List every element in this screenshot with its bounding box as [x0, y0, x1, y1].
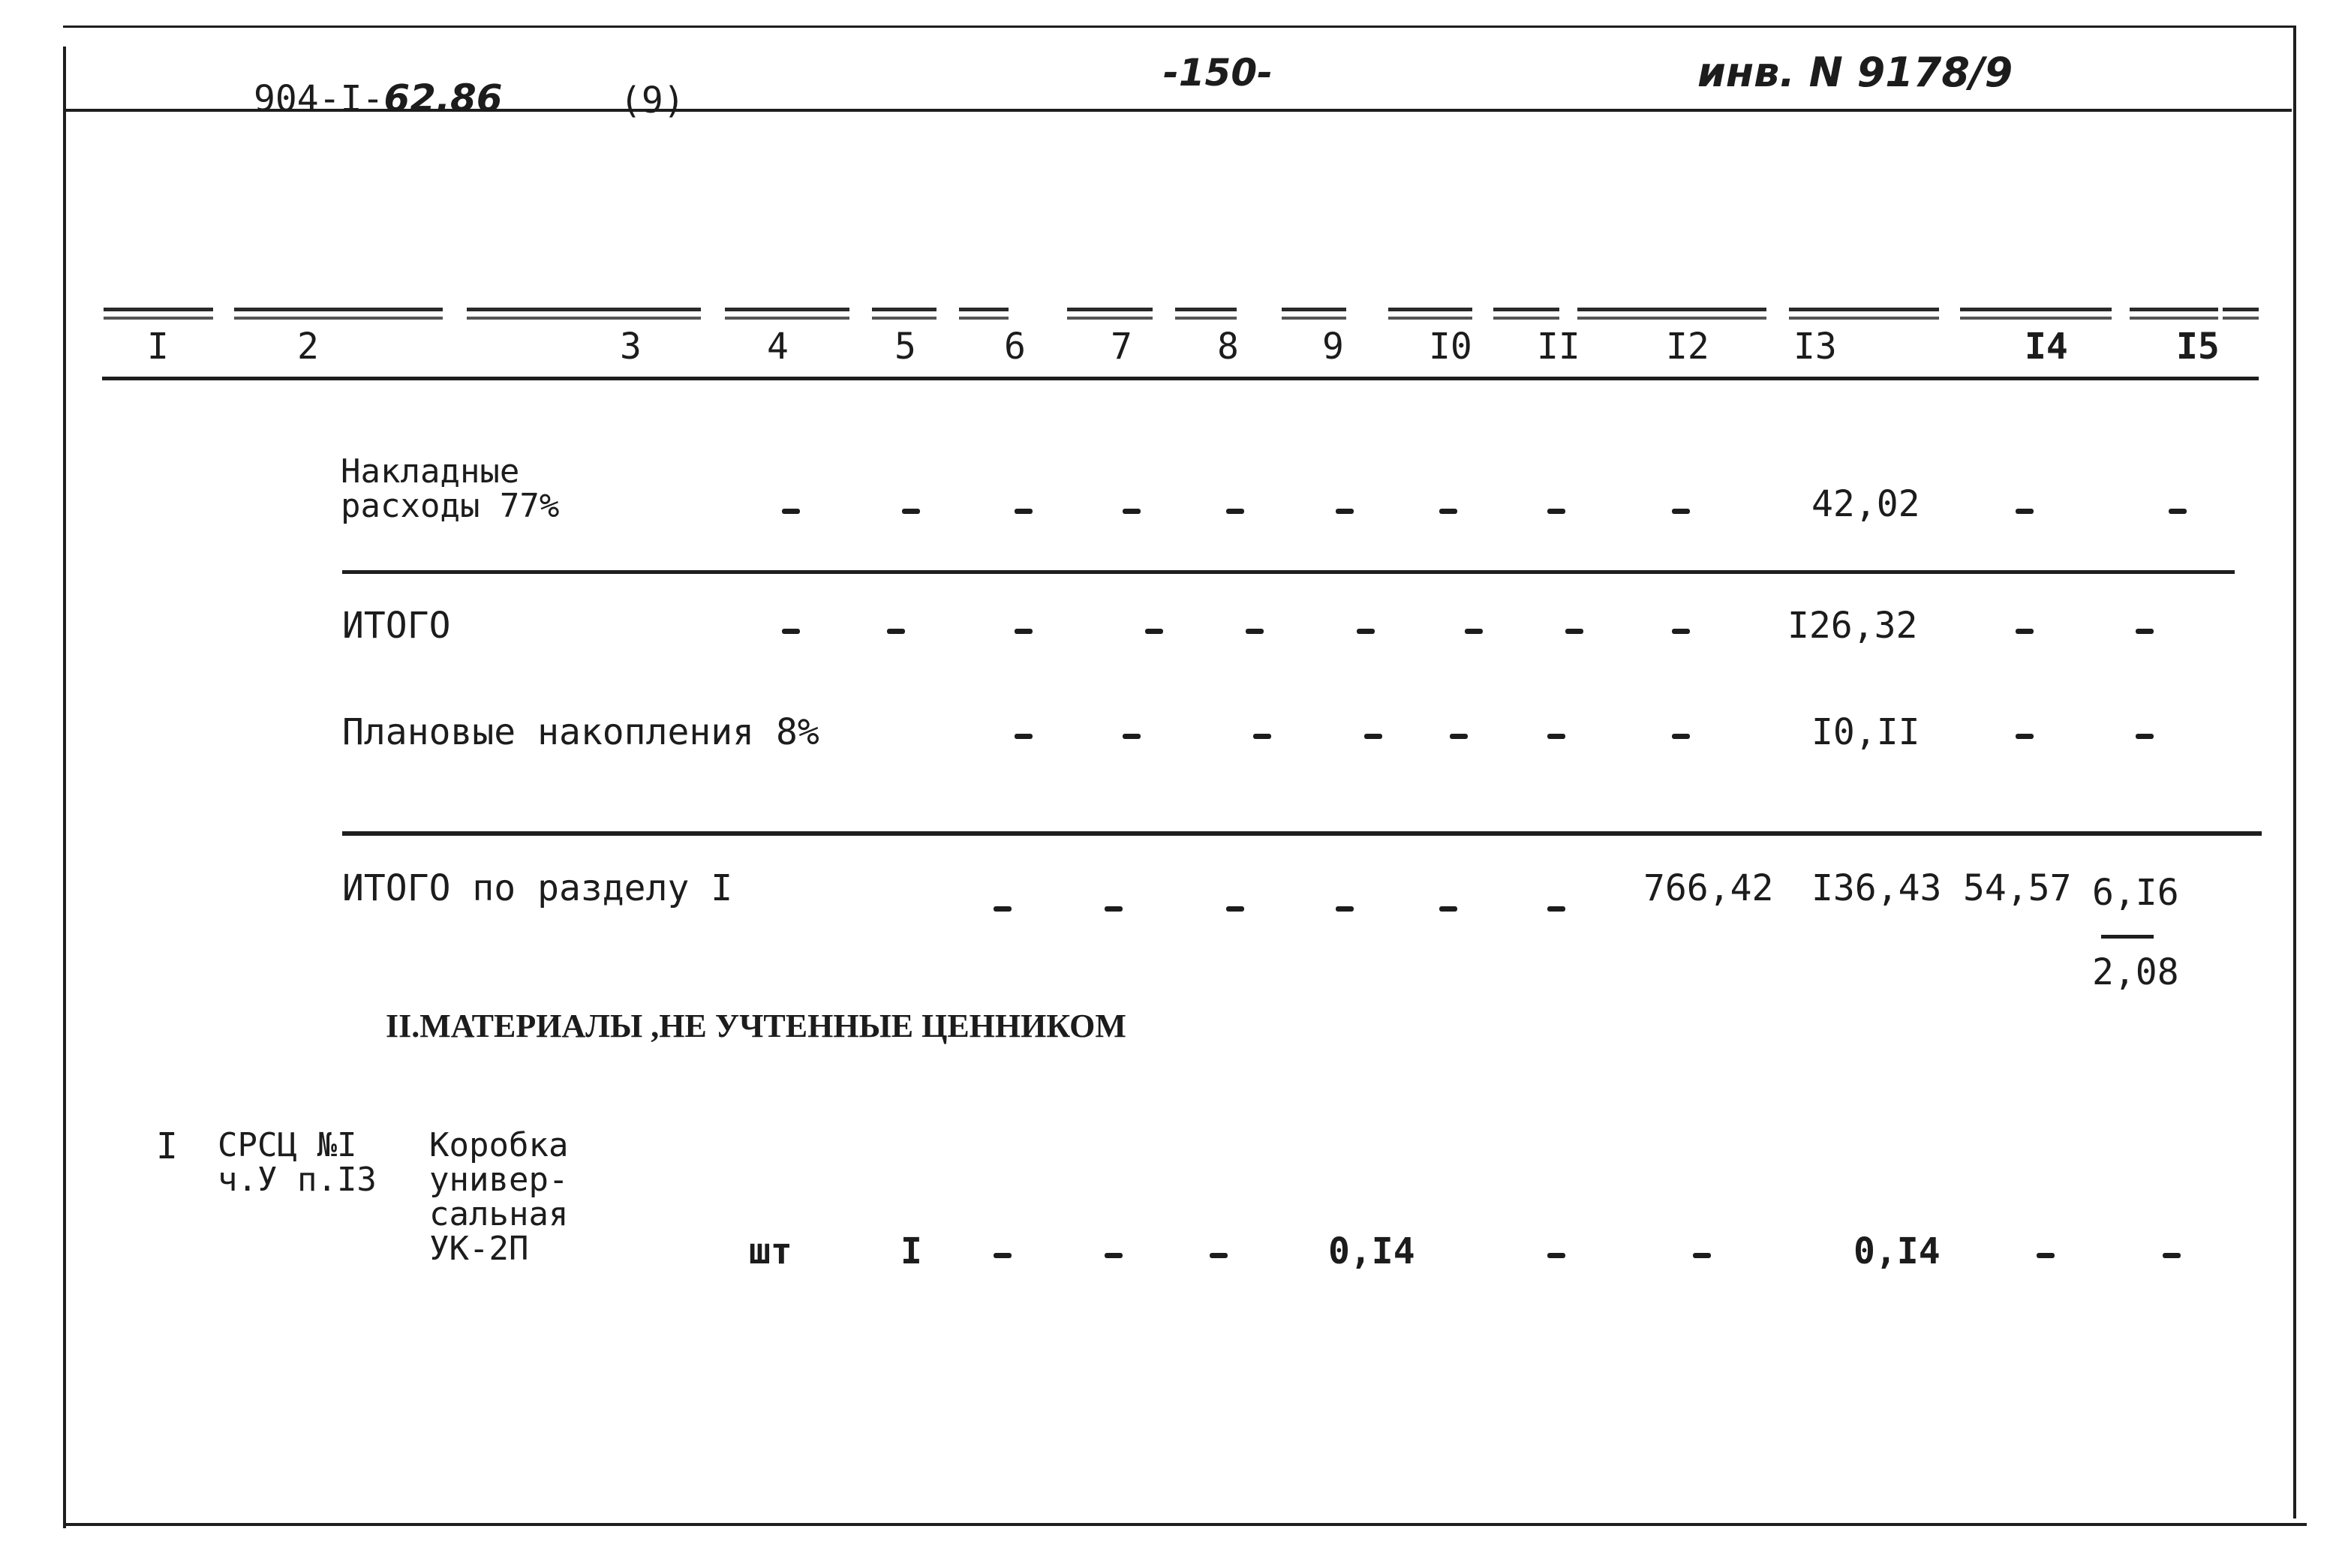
header-rule-segment: [1388, 317, 1472, 320]
col-header-11: II: [1537, 326, 1580, 368]
header-rule-segment: [725, 317, 849, 320]
doc-number-prefix: 904-I-: [254, 78, 384, 120]
header-rule-segment: [1577, 308, 1766, 311]
col-header-14: I4: [2025, 326, 2068, 368]
item1-qty: I: [900, 1230, 922, 1272]
empty-cell-dash: [1015, 734, 1033, 739]
header-rule-segment: [1282, 317, 1346, 320]
empty-cell-dash: [2136, 629, 2154, 634]
item1-unit: шт: [749, 1230, 792, 1272]
rule-before-section-total: [342, 831, 2262, 836]
doc-number: [254, 77, 503, 120]
col-header-10: I0: [1429, 326, 1472, 368]
empty-cell-dash: [1253, 734, 1271, 739]
empty-cell-dash: [1226, 509, 1244, 514]
fraction-bar: [2101, 935, 2154, 939]
inventory-number: инв. N 9178/9: [1697, 49, 2013, 96]
col-header-6: 6: [1004, 326, 1026, 368]
frame-right: [2293, 26, 2296, 1518]
empty-cell-dash: [1672, 734, 1690, 739]
row-total-col13: I26,32: [1787, 605, 1918, 647]
empty-cell-dash: [2163, 1253, 2181, 1258]
row-section-total-col13: I36,43: [1811, 867, 1942, 909]
empty-cell-dash: [1123, 734, 1141, 739]
empty-cell-dash: [1246, 629, 1264, 634]
item1-source: СРСЦ №I ч.У п.I3: [218, 1126, 377, 1199]
row-overhead-label: [341, 452, 560, 525]
col-header-15: I5: [2176, 326, 2220, 368]
header-rule-segment: [2223, 317, 2259, 320]
row-overhead-col13: 42,02: [1811, 483, 1920, 525]
empty-cell-dash: [2016, 734, 2034, 739]
header-rule-segment: [2130, 308, 2218, 311]
frame-left: [63, 47, 66, 1528]
col-header-13: I3: [1793, 326, 1837, 368]
row-section-total-col12: 766,42: [1643, 867, 1774, 909]
header-rule-segment: [872, 317, 936, 320]
col-header-9: 9: [1322, 326, 1344, 368]
overhead-label-line1: Накладные: [341, 452, 520, 491]
empty-cell-dash: [1336, 509, 1354, 514]
header-rule-segment: [1789, 308, 1939, 311]
col-header-3: 3: [620, 326, 642, 368]
page-number: -150-: [1163, 51, 1273, 95]
header-rule-segment: [104, 317, 213, 320]
row-total-label: ИТОГО: [342, 605, 451, 647]
header-rule-segment: [1789, 317, 1939, 320]
col-header-7: 7: [1111, 326, 1132, 368]
empty-cell-dash: [902, 509, 920, 514]
section2-title: II.МАТЕРИАЛЫ ,НЕ УЧТЕННЫЕ ЦЕННИКОМ: [386, 1008, 1126, 1044]
col-header-12: I2: [1666, 326, 1709, 368]
empty-cell-dash: [1145, 629, 1163, 634]
empty-cell-dash: [1465, 629, 1483, 634]
header-rule-segment: [1960, 317, 2112, 320]
empty-cell-dash: [1693, 1253, 1711, 1258]
empty-cell-dash: [782, 629, 800, 634]
header-rule-segment: [234, 317, 443, 320]
header-rule-segment: [959, 308, 1009, 311]
header-rule-segment: [104, 308, 213, 311]
col-header-8: 8: [1217, 326, 1239, 368]
row-planned-col13: I0,II: [1811, 711, 1920, 753]
empty-cell-dash: [994, 1253, 1012, 1258]
empty-cell-dash: [2136, 734, 2154, 739]
row-planned-label: Плановые накопления 8%: [342, 711, 819, 753]
empty-cell-dash: [1450, 734, 1468, 739]
header-rule-segment: [1175, 317, 1237, 320]
empty-cell-dash: [1226, 906, 1244, 912]
empty-cell-dash: [1672, 629, 1690, 634]
empty-cell-dash: [1547, 734, 1565, 739]
sheet-ref: (9): [620, 80, 685, 122]
row-section-total-col15-bottom: 2,08: [2092, 951, 2179, 993]
header-rule-segment: [1067, 308, 1153, 311]
header-bottom-rule: [102, 377, 2259, 380]
row-section-total-label: ИТОГО по разделу I: [342, 867, 733, 909]
header-rule-segment: [234, 308, 443, 311]
empty-cell-dash: [887, 629, 905, 634]
empty-cell-dash: [1547, 509, 1565, 514]
doc-number-handwritten: 62.86: [383, 77, 503, 120]
empty-cell-dash: [1357, 629, 1375, 634]
item1-number: I: [156, 1125, 178, 1167]
empty-cell-dash: [1015, 629, 1033, 634]
header-rule-segment: [2130, 317, 2218, 320]
header-rule-segment: [1493, 317, 1559, 320]
frame-top: [63, 26, 2296, 28]
row-section-total-col14: 54,57: [1963, 867, 2072, 909]
rule-after-overhead: [342, 570, 2235, 574]
empty-cell-dash: [1336, 906, 1354, 912]
header-rule-segment: [2223, 308, 2259, 311]
header-rule-segment: [1067, 317, 1153, 320]
empty-cell-dash: [1439, 509, 1457, 514]
header-rule-segment: [725, 308, 849, 311]
header-rule-segment: [1282, 308, 1346, 311]
empty-cell-dash: [1547, 906, 1565, 912]
col-header-5: 5: [894, 326, 916, 368]
empty-cell-dash: [1105, 906, 1123, 912]
empty-cell-dash: [994, 906, 1012, 912]
empty-cell-dash: [1439, 906, 1457, 912]
empty-cell-dash: [2169, 509, 2187, 514]
frame-bottom: [63, 1523, 2307, 1526]
item1-col9: 0,I4: [1328, 1230, 1415, 1272]
col-header-1: I: [147, 326, 169, 368]
empty-cell-dash: [2016, 629, 2034, 634]
empty-cell-dash: [2037, 1253, 2055, 1258]
header-rule-segment: [1577, 317, 1766, 320]
empty-cell-dash: [1565, 629, 1583, 634]
row-section-total-col15-top: 6,I6: [2092, 872, 2179, 914]
empty-cell-dash: [782, 509, 800, 514]
header-rule-segment: [959, 317, 1009, 320]
empty-cell-dash: [1123, 509, 1141, 514]
empty-cell-dash: [1547, 1253, 1565, 1258]
empty-cell-dash: [1364, 734, 1382, 739]
header-rule-segment: [1960, 308, 2112, 311]
header-rule-segment: [1388, 308, 1472, 311]
empty-cell-dash: [1210, 1253, 1228, 1258]
header-rule-segment: [1175, 308, 1237, 311]
empty-cell-dash: [1672, 509, 1690, 514]
item1-col13: 0,I4: [1853, 1230, 1941, 1272]
empty-cell-dash: [1105, 1253, 1123, 1258]
item1-name: Коробка универ- сальная УК-2П: [429, 1126, 569, 1268]
header-rule-segment: [467, 317, 701, 320]
header-rule-segment: [1493, 308, 1559, 311]
overhead-label-line2: расходы 77%: [341, 487, 560, 525]
col-header-4: 4: [767, 326, 789, 368]
header-rule-segment: [467, 308, 701, 311]
empty-cell-dash: [1015, 509, 1033, 514]
col-header-2: 2: [297, 326, 319, 368]
empty-cell-dash: [2016, 509, 2034, 514]
header-rule-segment: [872, 308, 936, 311]
